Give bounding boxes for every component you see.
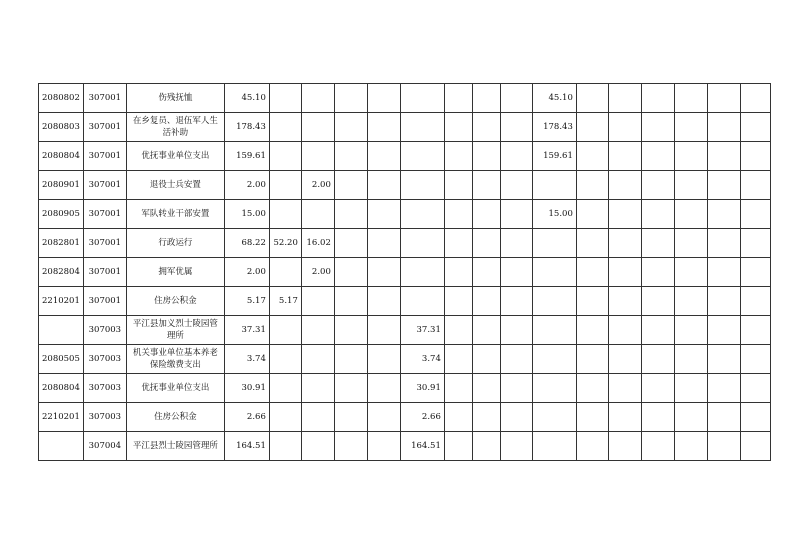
amount-cell bbox=[367, 113, 400, 142]
amount-cell bbox=[367, 316, 400, 345]
unit-code-cell: 307001 bbox=[83, 200, 126, 229]
amount-cell bbox=[641, 84, 674, 113]
subject-code-cell: 2210201 bbox=[39, 403, 84, 432]
unit-code-cell: 307001 bbox=[83, 142, 126, 171]
amount-cell bbox=[472, 403, 500, 432]
budget-table bbox=[38, 83, 771, 461]
amount-cell bbox=[576, 171, 608, 200]
amount-cell: 159.61 bbox=[224, 142, 269, 171]
amount-cell bbox=[334, 113, 367, 142]
amount-cell bbox=[334, 316, 367, 345]
amount-cell bbox=[367, 258, 400, 287]
amount-cell: 159.61 bbox=[532, 142, 576, 171]
amount-cell bbox=[608, 432, 641, 461]
subject-code-cell: 2080803 bbox=[39, 113, 84, 142]
amount-cell: 5.17 bbox=[269, 287, 301, 316]
amount-cell bbox=[532, 432, 576, 461]
amount-cell bbox=[576, 432, 608, 461]
table-row bbox=[39, 403, 771, 432]
amount-cell: 2.00 bbox=[224, 258, 269, 287]
amount-cell bbox=[472, 229, 500, 258]
amount-cell bbox=[674, 84, 707, 113]
unit-code-cell: 307001 bbox=[83, 171, 126, 200]
subject-code-cell: 2080905 bbox=[39, 200, 84, 229]
amount-cell: 2.00 bbox=[301, 171, 334, 200]
subject-code-cell: 2080505 bbox=[39, 345, 84, 374]
amount-cell bbox=[301, 84, 334, 113]
amount-cell bbox=[269, 345, 301, 374]
amount-cell bbox=[608, 316, 641, 345]
amount-cell bbox=[334, 432, 367, 461]
subject-name-cell: 住房公积金 bbox=[126, 287, 224, 316]
amount-cell bbox=[334, 287, 367, 316]
subject-code-cell bbox=[39, 432, 84, 461]
amount-cell: 2.66 bbox=[224, 403, 269, 432]
amount-cell bbox=[674, 403, 707, 432]
amount-cell: 45.10 bbox=[532, 84, 576, 113]
amount-cell bbox=[367, 200, 400, 229]
amount-cell bbox=[740, 432, 770, 461]
amount-cell bbox=[608, 171, 641, 200]
amount-cell bbox=[707, 171, 740, 200]
unit-code-cell: 307001 bbox=[83, 84, 126, 113]
amount-cell bbox=[472, 142, 500, 171]
amount-cell bbox=[472, 113, 500, 142]
amount-cell: 178.43 bbox=[532, 113, 576, 142]
amount-cell bbox=[367, 374, 400, 403]
amount-cell bbox=[576, 403, 608, 432]
amount-cell: 30.91 bbox=[400, 374, 444, 403]
amount-cell bbox=[641, 403, 674, 432]
amount-cell bbox=[334, 345, 367, 374]
subject-name-cell: 机关事业单位基本养老保险缴费支出 bbox=[126, 345, 224, 374]
amount-cell bbox=[269, 142, 301, 171]
amount-cell bbox=[641, 229, 674, 258]
table-row bbox=[39, 113, 771, 142]
amount-cell bbox=[269, 432, 301, 461]
amount-cell bbox=[641, 287, 674, 316]
table-row bbox=[39, 345, 771, 374]
amount-cell bbox=[400, 84, 444, 113]
subject-name-cell: 军队转业干部安置 bbox=[126, 200, 224, 229]
amount-cell bbox=[367, 287, 400, 316]
amount-cell bbox=[500, 287, 532, 316]
amount-cell bbox=[269, 113, 301, 142]
amount-cell bbox=[674, 316, 707, 345]
amount-cell bbox=[500, 374, 532, 403]
amount-cell bbox=[608, 113, 641, 142]
amount-cell bbox=[707, 403, 740, 432]
amount-cell bbox=[301, 432, 334, 461]
amount-cell bbox=[641, 316, 674, 345]
amount-cell bbox=[674, 113, 707, 142]
amount-cell: 2.66 bbox=[400, 403, 444, 432]
amount-cell bbox=[400, 200, 444, 229]
amount-cell bbox=[707, 287, 740, 316]
amount-cell bbox=[674, 432, 707, 461]
unit-code-cell: 307003 bbox=[83, 345, 126, 374]
amount-cell bbox=[444, 229, 472, 258]
amount-cell bbox=[641, 374, 674, 403]
amount-cell bbox=[334, 200, 367, 229]
amount-cell bbox=[740, 287, 770, 316]
amount-cell bbox=[532, 345, 576, 374]
amount-cell bbox=[576, 316, 608, 345]
subject-code-cell: 2210201 bbox=[39, 287, 84, 316]
amount-cell bbox=[472, 200, 500, 229]
amount-cell bbox=[301, 316, 334, 345]
amount-cell bbox=[707, 316, 740, 345]
amount-cell bbox=[400, 171, 444, 200]
table-row bbox=[39, 84, 771, 113]
amount-cell: 2.00 bbox=[301, 258, 334, 287]
amount-cell bbox=[500, 84, 532, 113]
amount-cell bbox=[641, 113, 674, 142]
amount-cell bbox=[444, 287, 472, 316]
amount-cell bbox=[301, 113, 334, 142]
amount-cell bbox=[608, 229, 641, 258]
unit-code-cell: 307003 bbox=[83, 316, 126, 345]
amount-cell: 16.02 bbox=[301, 229, 334, 258]
amount-cell bbox=[444, 258, 472, 287]
amount-cell bbox=[740, 84, 770, 113]
amount-cell bbox=[400, 142, 444, 171]
unit-code-cell: 307001 bbox=[83, 287, 126, 316]
amount-cell bbox=[472, 258, 500, 287]
amount-cell bbox=[301, 142, 334, 171]
amount-cell bbox=[608, 374, 641, 403]
amount-cell bbox=[641, 258, 674, 287]
table-row bbox=[39, 229, 771, 258]
amount-cell bbox=[532, 287, 576, 316]
amount-cell bbox=[472, 287, 500, 316]
amount-cell bbox=[740, 345, 770, 374]
amount-cell bbox=[472, 316, 500, 345]
amount-cell: 15.00 bbox=[224, 200, 269, 229]
amount-cell bbox=[641, 432, 674, 461]
amount-cell bbox=[707, 84, 740, 113]
amount-cell bbox=[608, 84, 641, 113]
table-row bbox=[39, 200, 771, 229]
amount-cell bbox=[472, 432, 500, 461]
amount-cell bbox=[641, 345, 674, 374]
amount-cell bbox=[500, 316, 532, 345]
amount-cell: 68.22 bbox=[224, 229, 269, 258]
amount-cell bbox=[301, 345, 334, 374]
amount-cell bbox=[500, 432, 532, 461]
table-row bbox=[39, 258, 771, 287]
unit-code-cell: 307003 bbox=[83, 403, 126, 432]
amount-cell: 3.74 bbox=[400, 345, 444, 374]
amount-cell bbox=[576, 345, 608, 374]
amount-cell bbox=[641, 200, 674, 229]
amount-cell bbox=[674, 287, 707, 316]
amount-cell bbox=[576, 287, 608, 316]
amount-cell bbox=[500, 229, 532, 258]
amount-cell bbox=[576, 229, 608, 258]
amount-cell bbox=[707, 258, 740, 287]
amount-cell bbox=[400, 229, 444, 258]
amount-cell bbox=[576, 113, 608, 142]
unit-code-cell: 307001 bbox=[83, 258, 126, 287]
amount-cell bbox=[472, 345, 500, 374]
amount-cell bbox=[576, 374, 608, 403]
amount-cell bbox=[269, 403, 301, 432]
amount-cell bbox=[576, 84, 608, 113]
amount-cell bbox=[740, 258, 770, 287]
amount-cell bbox=[674, 258, 707, 287]
amount-cell bbox=[532, 258, 576, 287]
amount-cell: 37.31 bbox=[400, 316, 444, 345]
amount-cell bbox=[674, 374, 707, 403]
amount-cell: 15.00 bbox=[532, 200, 576, 229]
amount-cell bbox=[444, 200, 472, 229]
subject-name-cell: 行政运行 bbox=[126, 229, 224, 258]
subject-code-cell bbox=[39, 316, 84, 345]
amount-cell bbox=[367, 171, 400, 200]
amount-cell bbox=[472, 374, 500, 403]
amount-cell bbox=[269, 316, 301, 345]
amount-cell bbox=[740, 229, 770, 258]
amount-cell bbox=[641, 171, 674, 200]
amount-cell: 45.10 bbox=[224, 84, 269, 113]
amount-cell bbox=[707, 345, 740, 374]
amount-cell bbox=[740, 171, 770, 200]
amount-cell bbox=[367, 142, 400, 171]
amount-cell bbox=[367, 84, 400, 113]
amount-cell bbox=[500, 113, 532, 142]
amount-cell bbox=[500, 258, 532, 287]
amount-cell: 5.17 bbox=[224, 287, 269, 316]
amount-cell bbox=[500, 171, 532, 200]
amount-cell bbox=[608, 142, 641, 171]
subject-code-cell: 2082804 bbox=[39, 258, 84, 287]
subject-name-cell: 退役士兵安置 bbox=[126, 171, 224, 200]
subject-name-cell: 平江县烈士陵园管理所 bbox=[126, 432, 224, 461]
amount-cell bbox=[367, 403, 400, 432]
amount-cell bbox=[608, 345, 641, 374]
amount-cell: 164.51 bbox=[224, 432, 269, 461]
amount-cell bbox=[367, 229, 400, 258]
amount-cell bbox=[674, 229, 707, 258]
amount-cell bbox=[334, 229, 367, 258]
table-row bbox=[39, 171, 771, 200]
subject-code-cell: 2080802 bbox=[39, 84, 84, 113]
amount-cell bbox=[269, 258, 301, 287]
subject-code-cell: 2080804 bbox=[39, 374, 84, 403]
amount-cell bbox=[400, 113, 444, 142]
amount-cell bbox=[500, 142, 532, 171]
amount-cell bbox=[740, 403, 770, 432]
amount-cell: 37.31 bbox=[224, 316, 269, 345]
amount-cell bbox=[444, 345, 472, 374]
amount-cell bbox=[500, 403, 532, 432]
subject-name-cell: 住房公积金 bbox=[126, 403, 224, 432]
amount-cell: 52.20 bbox=[269, 229, 301, 258]
amount-cell bbox=[444, 84, 472, 113]
amount-cell bbox=[608, 287, 641, 316]
amount-cell bbox=[532, 171, 576, 200]
amount-cell bbox=[444, 316, 472, 345]
amount-cell bbox=[334, 403, 367, 432]
amount-cell bbox=[740, 200, 770, 229]
subject-code-cell: 2080804 bbox=[39, 142, 84, 171]
amount-cell bbox=[400, 287, 444, 316]
amount-cell bbox=[740, 316, 770, 345]
amount-cell bbox=[674, 142, 707, 171]
amount-cell: 2.00 bbox=[224, 171, 269, 200]
subject-name-cell: 拥军优属 bbox=[126, 258, 224, 287]
amount-cell bbox=[472, 171, 500, 200]
amount-cell bbox=[532, 374, 576, 403]
amount-cell bbox=[444, 374, 472, 403]
table-row bbox=[39, 374, 771, 403]
amount-cell bbox=[707, 432, 740, 461]
amount-cell bbox=[301, 200, 334, 229]
amount-cell bbox=[334, 142, 367, 171]
amount-cell bbox=[707, 374, 740, 403]
table-row bbox=[39, 432, 771, 461]
amount-cell bbox=[334, 171, 367, 200]
subject-name-cell: 在乡复员、退伍军人生活补助 bbox=[126, 113, 224, 142]
table-row bbox=[39, 287, 771, 316]
amount-cell bbox=[334, 374, 367, 403]
amount-cell bbox=[641, 142, 674, 171]
amount-cell bbox=[707, 142, 740, 171]
amount-cell bbox=[269, 374, 301, 403]
amount-cell bbox=[444, 142, 472, 171]
amount-cell bbox=[472, 84, 500, 113]
amount-cell bbox=[367, 432, 400, 461]
table-body bbox=[39, 84, 771, 461]
amount-cell bbox=[500, 200, 532, 229]
table-row bbox=[39, 316, 771, 345]
amount-cell bbox=[269, 84, 301, 113]
amount-cell bbox=[740, 374, 770, 403]
amount-cell: 164.51 bbox=[400, 432, 444, 461]
amount-cell: 3.74 bbox=[224, 345, 269, 374]
amount-cell bbox=[444, 171, 472, 200]
table-row bbox=[39, 142, 771, 171]
amount-cell bbox=[532, 316, 576, 345]
amount-cell bbox=[444, 403, 472, 432]
amount-cell bbox=[444, 113, 472, 142]
amount-cell bbox=[740, 142, 770, 171]
amount-cell bbox=[500, 345, 532, 374]
amount-cell bbox=[674, 345, 707, 374]
amount-cell bbox=[532, 229, 576, 258]
amount-cell bbox=[334, 258, 367, 287]
amount-cell bbox=[608, 258, 641, 287]
unit-code-cell: 307001 bbox=[83, 229, 126, 258]
amount-cell bbox=[740, 113, 770, 142]
amount-cell bbox=[608, 403, 641, 432]
amount-cell: 30.91 bbox=[224, 374, 269, 403]
subject-name-cell: 平江县加义烈士陵园管理所 bbox=[126, 316, 224, 345]
amount-cell bbox=[269, 171, 301, 200]
subject-name-cell: 优抚事业单位支出 bbox=[126, 142, 224, 171]
amount-cell bbox=[334, 84, 367, 113]
amount-cell bbox=[674, 171, 707, 200]
amount-cell bbox=[707, 113, 740, 142]
amount-cell bbox=[301, 287, 334, 316]
subject-name-cell: 伤残抚恤 bbox=[126, 84, 224, 113]
unit-code-cell: 307001 bbox=[83, 113, 126, 142]
amount-cell bbox=[367, 345, 400, 374]
amount-cell bbox=[532, 403, 576, 432]
amount-cell bbox=[707, 229, 740, 258]
unit-code-cell: 307004 bbox=[83, 432, 126, 461]
amount-cell bbox=[400, 258, 444, 287]
amount-cell bbox=[301, 374, 334, 403]
amount-cell bbox=[674, 200, 707, 229]
subject-name-cell: 优抚事业单位支出 bbox=[126, 374, 224, 403]
amount-cell bbox=[269, 200, 301, 229]
amount-cell bbox=[576, 258, 608, 287]
amount-cell bbox=[576, 200, 608, 229]
unit-code-cell: 307003 bbox=[83, 374, 126, 403]
amount-cell: 178.43 bbox=[224, 113, 269, 142]
amount-cell bbox=[707, 200, 740, 229]
subject-code-cell: 2082801 bbox=[39, 229, 84, 258]
amount-cell bbox=[576, 142, 608, 171]
amount-cell bbox=[444, 432, 472, 461]
amount-cell bbox=[608, 200, 641, 229]
amount-cell bbox=[301, 403, 334, 432]
subject-code-cell: 2080901 bbox=[39, 171, 84, 200]
